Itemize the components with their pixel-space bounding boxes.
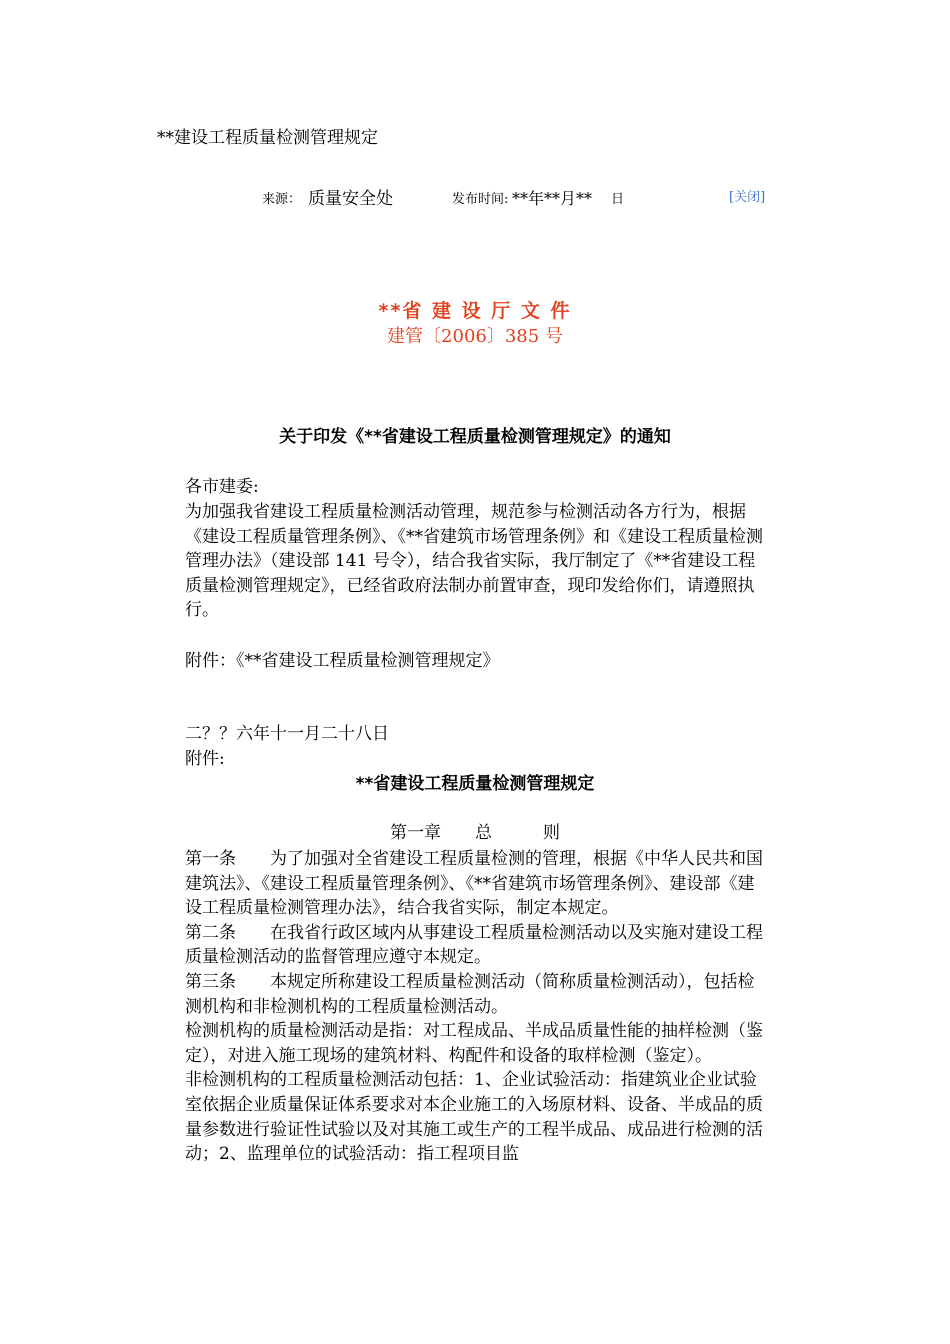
article-paragraph: 检测机构的质量检测活动是指：对工程成品、半成品质量性能的抽样检测（鉴定），对进入施工现场的建筑材料、构配件和设备的取样检测（鉴定）。 [185, 1021, 763, 1066]
article-paragraph: 第一条 为了加强对全省建设工程质量检测的管理，根据《中华人民共和国建筑法》、《建设工程质量管理条例》、《**省建筑市场管理条例》、建设部《建设工程质量检测管理办法》，结合我省实际，制定本规定。 [185, 849, 763, 919]
regulation-articles [185, 847, 770, 1167]
attachment-label: 附件: [185, 749, 225, 769]
salutation: 各市建委: [185, 477, 259, 497]
publish-date-label: 发布时间: [452, 192, 509, 207]
source-value: 质量安全处 [308, 189, 393, 209]
article-paragraph: 第三条 本规定所称建设工程质量检测活动（简称质量检测活动），包括检测机构和非检测机构的工程质量检测活动。 [185, 971, 755, 1017]
attachment-line: 附件：《**省建设工程质量检测管理规定》 [185, 651, 500, 671]
notice-title: 关于印发《**省建设工程质量检测管理规定》的通知 [279, 427, 671, 447]
source-label: 来源： [262, 192, 302, 207]
notice-body: 为加强我省建设工程质量检测活动管理，规范参与检测活动各方行为，根据《建设工程质量管理条例》、《**省建筑市场管理条例》和《建设工程质量检测管理办法》（建设部 141 号令），结合我省实际，我厅制定了《**省建设工程质量检测管理规定》，已经省政府法制办前置审查，现印发给你们，请遵照执行。 [185, 502, 763, 621]
document-number: 建管〔2006〕385 号 [387, 326, 563, 347]
article-paragraph: 非检测机构的工程质量检测活动包括：1、企业试验活动：指建筑业企业试验室依据企业质量保证体系要求对本企业施工的入场原材料、设备、半成品的质量参数进行验证性试验以及对其施工或生产的工程半成品、成品进行检测的活动；2、监理单位的试验活动：指工程项目监 [185, 1070, 763, 1165]
publish-date-value: **年**月** [512, 189, 593, 208]
chapter-title: 第一章 总 则 [390, 823, 560, 843]
document-org-heading: **省 建 设 厅 文 件 [378, 300, 572, 322]
issue-date: 二？？六年十一月二十八日 [185, 724, 389, 744]
regulation-title: **省建设工程质量检测管理规定 [355, 774, 595, 794]
article-paragraph: 第二条 在我省行政区域内从事建设工程质量检测活动以及实施对建设工程质量检测活动的监督管理应遵守本规定。 [185, 922, 763, 968]
page-title: **建设工程质量检测管理规定 [157, 128, 378, 148]
publish-date-suffix: 日 [611, 192, 625, 207]
close-link[interactable]: [关闭] [729, 190, 766, 205]
